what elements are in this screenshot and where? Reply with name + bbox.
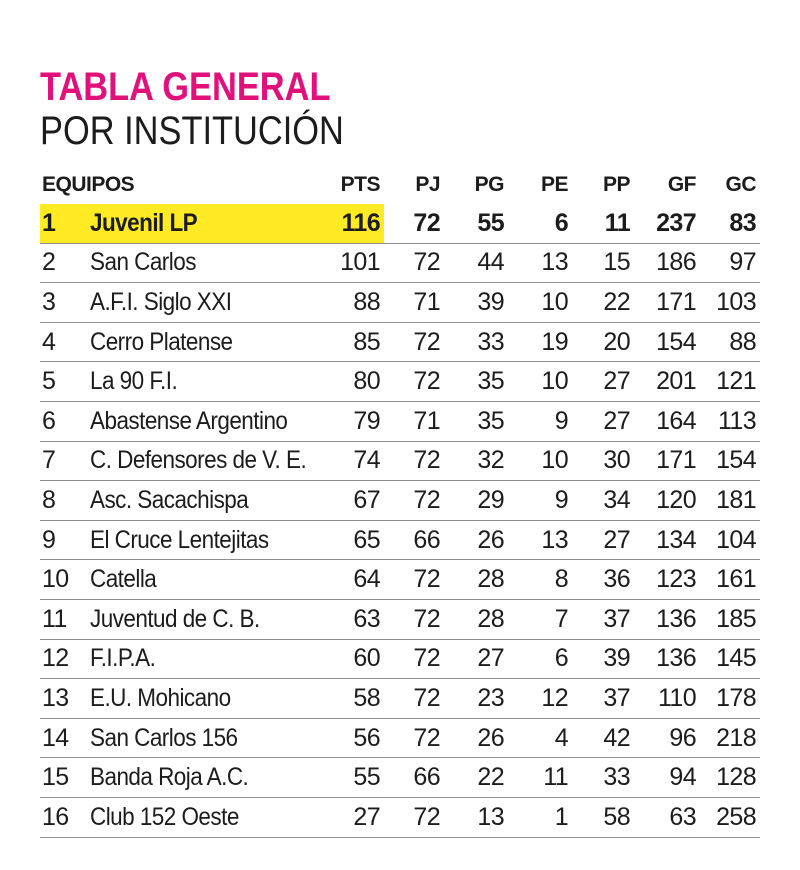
cell-pts: 60 <box>338 639 384 679</box>
table-subtitle: POR INSTITUCIÓN <box>40 109 344 153</box>
cell-pg: 29 <box>444 481 508 521</box>
cell-pj: 72 <box>384 322 444 362</box>
cell-pp: 27 <box>572 362 634 402</box>
cell-pj: 72 <box>384 243 444 283</box>
table-row <box>40 441 760 481</box>
header-pp: PP <box>603 173 631 196</box>
cell-team <box>86 481 338 521</box>
cell-pg: 39 <box>444 283 508 323</box>
cell-pos: 2 <box>40 243 86 283</box>
cell-gc: 145 <box>700 639 760 679</box>
header-teams: EQUIPOS <box>42 173 135 196</box>
team-name: F.I.P.A. <box>90 644 156 673</box>
cell-pts: 55 <box>338 758 384 798</box>
cell-pe: 13 <box>508 520 572 560</box>
cell-pj: 72 <box>384 204 444 243</box>
cell-pg: 55 <box>444 204 508 243</box>
standings-header <box>40 166 760 204</box>
table-row <box>40 639 760 679</box>
cell-pg: 13 <box>444 797 508 837</box>
cell-team <box>86 797 338 837</box>
cell-pp: 15 <box>572 243 634 283</box>
cell-gc: 258 <box>700 797 760 837</box>
cell-gc: 161 <box>700 560 760 600</box>
cell-team <box>86 204 338 243</box>
cell-team <box>86 401 338 441</box>
table-row <box>40 560 760 600</box>
cell-pj: 72 <box>384 718 444 758</box>
header-pj: PJ <box>415 173 441 196</box>
team-name: A.F.I. Siglo XXI <box>90 287 232 316</box>
cell-pj: 72 <box>384 599 444 639</box>
standings-table <box>40 166 760 838</box>
header-gc: GC <box>725 173 757 196</box>
cell-pos: 9 <box>40 520 86 560</box>
cell-pp: 33 <box>572 758 634 798</box>
cell-team <box>86 679 338 719</box>
cell-pg: 32 <box>444 441 508 481</box>
cell-pe: 1 <box>508 797 572 837</box>
team-name: La 90 F.I. <box>90 367 178 396</box>
table-row <box>40 243 760 283</box>
cell-pg: 33 <box>444 322 508 362</box>
cell-pos: 5 <box>40 362 86 402</box>
cell-pj: 72 <box>384 560 444 600</box>
cell-pg: 22 <box>444 758 508 798</box>
team-name: San Carlos 156 <box>90 723 238 752</box>
cell-pj: 72 <box>384 362 444 402</box>
cell-gc: 218 <box>700 718 760 758</box>
cell-pos: 6 <box>40 401 86 441</box>
cell-pos: 12 <box>40 639 86 679</box>
cell-pts: 79 <box>338 401 384 441</box>
cell-gf: 136 <box>634 639 700 679</box>
team-name: Catella <box>90 565 157 594</box>
cell-pts: 116 <box>338 204 384 243</box>
cell-gc: 154 <box>700 441 760 481</box>
table-row <box>40 362 760 402</box>
cell-pp: 11 <box>572 204 634 243</box>
cell-gf: 134 <box>634 520 700 560</box>
cell-gc: 104 <box>700 520 760 560</box>
table-row <box>40 599 760 639</box>
cell-team <box>86 560 338 600</box>
cell-team <box>86 362 338 402</box>
table-row <box>40 481 760 521</box>
cell-pp: 37 <box>572 679 634 719</box>
cell-pg: 27 <box>444 639 508 679</box>
cell-gf: 237 <box>634 204 700 243</box>
cell-pe: 12 <box>508 679 572 719</box>
cell-pts: 85 <box>338 322 384 362</box>
cell-pe: 7 <box>508 599 572 639</box>
cell-pp: 42 <box>572 718 634 758</box>
cell-pp: 20 <box>572 322 634 362</box>
cell-pe: 8 <box>508 560 572 600</box>
cell-gf: 154 <box>634 322 700 362</box>
cell-team <box>86 758 338 798</box>
cell-pe: 10 <box>508 441 572 481</box>
cell-gc: 128 <box>700 758 760 798</box>
cell-pj: 72 <box>384 639 444 679</box>
cell-pts: 101 <box>338 243 384 283</box>
cell-gf: 110 <box>634 679 700 719</box>
team-name: El Cruce Lentejitas <box>90 525 269 554</box>
cell-pp: 58 <box>572 797 634 837</box>
cell-gf: 201 <box>634 362 700 402</box>
cell-team <box>86 441 338 481</box>
table-title: TABLA GENERAL <box>40 65 331 109</box>
cell-pg: 26 <box>444 520 508 560</box>
cell-pg: 35 <box>444 362 508 402</box>
cell-pp: 34 <box>572 481 634 521</box>
cell-gc: 121 <box>700 362 760 402</box>
cell-gc: 185 <box>700 599 760 639</box>
team-name: Club 152 Oeste <box>90 802 239 831</box>
cell-pts: 63 <box>338 599 384 639</box>
cell-pe: 9 <box>508 401 572 441</box>
cell-pg: 35 <box>444 401 508 441</box>
cell-gf: 63 <box>634 797 700 837</box>
cell-pos: 4 <box>40 322 86 362</box>
cell-gc: 178 <box>700 679 760 719</box>
cell-team <box>86 283 338 323</box>
standings-body <box>40 204 760 837</box>
cell-gf: 123 <box>634 560 700 600</box>
cell-gc: 97 <box>700 243 760 283</box>
header-pg: PG <box>474 173 505 196</box>
cell-pts: 67 <box>338 481 384 521</box>
cell-pp: 30 <box>572 441 634 481</box>
cell-pos: 13 <box>40 679 86 719</box>
cell-pe: 9 <box>508 481 572 521</box>
cell-pts: 56 <box>338 718 384 758</box>
table-row <box>40 322 760 362</box>
cell-pos: 3 <box>40 283 86 323</box>
cell-pts: 74 <box>338 441 384 481</box>
cell-pj: 72 <box>384 481 444 521</box>
cell-team <box>86 718 338 758</box>
cell-pj: 72 <box>384 441 444 481</box>
cell-pp: 27 <box>572 401 634 441</box>
cell-pg: 26 <box>444 718 508 758</box>
cell-pts: 88 <box>338 283 384 323</box>
cell-gf: 96 <box>634 718 700 758</box>
cell-gf: 94 <box>634 758 700 798</box>
cell-gf: 186 <box>634 243 700 283</box>
team-name: C. Defensores de V. E. <box>90 446 307 475</box>
cell-gc: 88 <box>700 322 760 362</box>
cell-gf: 164 <box>634 401 700 441</box>
header-pe: PE <box>541 173 569 196</box>
cell-pe: 6 <box>508 639 572 679</box>
cell-pj: 66 <box>384 520 444 560</box>
cell-gf: 171 <box>634 283 700 323</box>
cell-pe: 10 <box>508 283 572 323</box>
cell-pe: 10 <box>508 362 572 402</box>
cell-team <box>86 520 338 560</box>
team-name: Juvenil LP <box>90 208 198 237</box>
cell-pts: 58 <box>338 679 384 719</box>
cell-pts: 27 <box>338 797 384 837</box>
cell-pos: 7 <box>40 441 86 481</box>
table-row <box>40 758 760 798</box>
cell-pos: 15 <box>40 758 86 798</box>
cell-pos: 1 <box>40 204 86 243</box>
header-pts: PTS <box>340 173 381 196</box>
team-name: E.U. Mohicano <box>90 683 231 712</box>
cell-pe: 4 <box>508 718 572 758</box>
team-name: Cerro Platense <box>90 327 233 356</box>
table-row <box>40 520 760 560</box>
team-name: Asc. Sacachispa <box>90 485 249 514</box>
cell-pe: 19 <box>508 322 572 362</box>
cell-pj: 72 <box>384 679 444 719</box>
table-row <box>40 679 760 719</box>
cell-pts: 65 <box>338 520 384 560</box>
cell-pj: 71 <box>384 283 444 323</box>
team-name: Juventud de C. B. <box>90 604 260 633</box>
cell-pts: 80 <box>338 362 384 402</box>
cell-pp: 39 <box>572 639 634 679</box>
cell-gc: 83 <box>700 204 760 243</box>
cell-gf: 171 <box>634 441 700 481</box>
cell-team <box>86 322 338 362</box>
cell-pe: 11 <box>508 758 572 798</box>
cell-gf: 120 <box>634 481 700 521</box>
header-row <box>40 166 760 204</box>
team-name: Abastense Argentino <box>90 406 288 435</box>
cell-pts: 64 <box>338 560 384 600</box>
cell-pg: 28 <box>444 599 508 639</box>
cell-pos: 11 <box>40 599 86 639</box>
cell-pg: 28 <box>444 560 508 600</box>
cell-pos: 8 <box>40 481 86 521</box>
team-name: San Carlos <box>90 248 196 277</box>
header-gf: GF <box>667 173 697 196</box>
team-name: Banda Roja A.C. <box>90 763 249 792</box>
cell-pj: 66 <box>384 758 444 798</box>
cell-pos: 10 <box>40 560 86 600</box>
table-row <box>40 797 760 837</box>
cell-pp: 36 <box>572 560 634 600</box>
cell-pj: 71 <box>384 401 444 441</box>
cell-pe: 13 <box>508 243 572 283</box>
cell-pe: 6 <box>508 204 572 243</box>
table-row <box>40 204 760 243</box>
cell-pg: 44 <box>444 243 508 283</box>
cell-pos: 14 <box>40 718 86 758</box>
cell-pos: 16 <box>40 797 86 837</box>
cell-pj: 72 <box>384 797 444 837</box>
cell-gf: 136 <box>634 599 700 639</box>
cell-pg: 23 <box>444 679 508 719</box>
table-row <box>40 283 760 323</box>
cell-team <box>86 243 338 283</box>
cell-pp: 22 <box>572 283 634 323</box>
table-row <box>40 718 760 758</box>
cell-pp: 37 <box>572 599 634 639</box>
table-row <box>40 401 760 441</box>
cell-team <box>86 639 338 679</box>
cell-team <box>86 599 338 639</box>
cell-gc: 113 <box>700 401 760 441</box>
cell-pp: 27 <box>572 520 634 560</box>
cell-gc: 181 <box>700 481 760 521</box>
cell-gc: 103 <box>700 283 760 323</box>
